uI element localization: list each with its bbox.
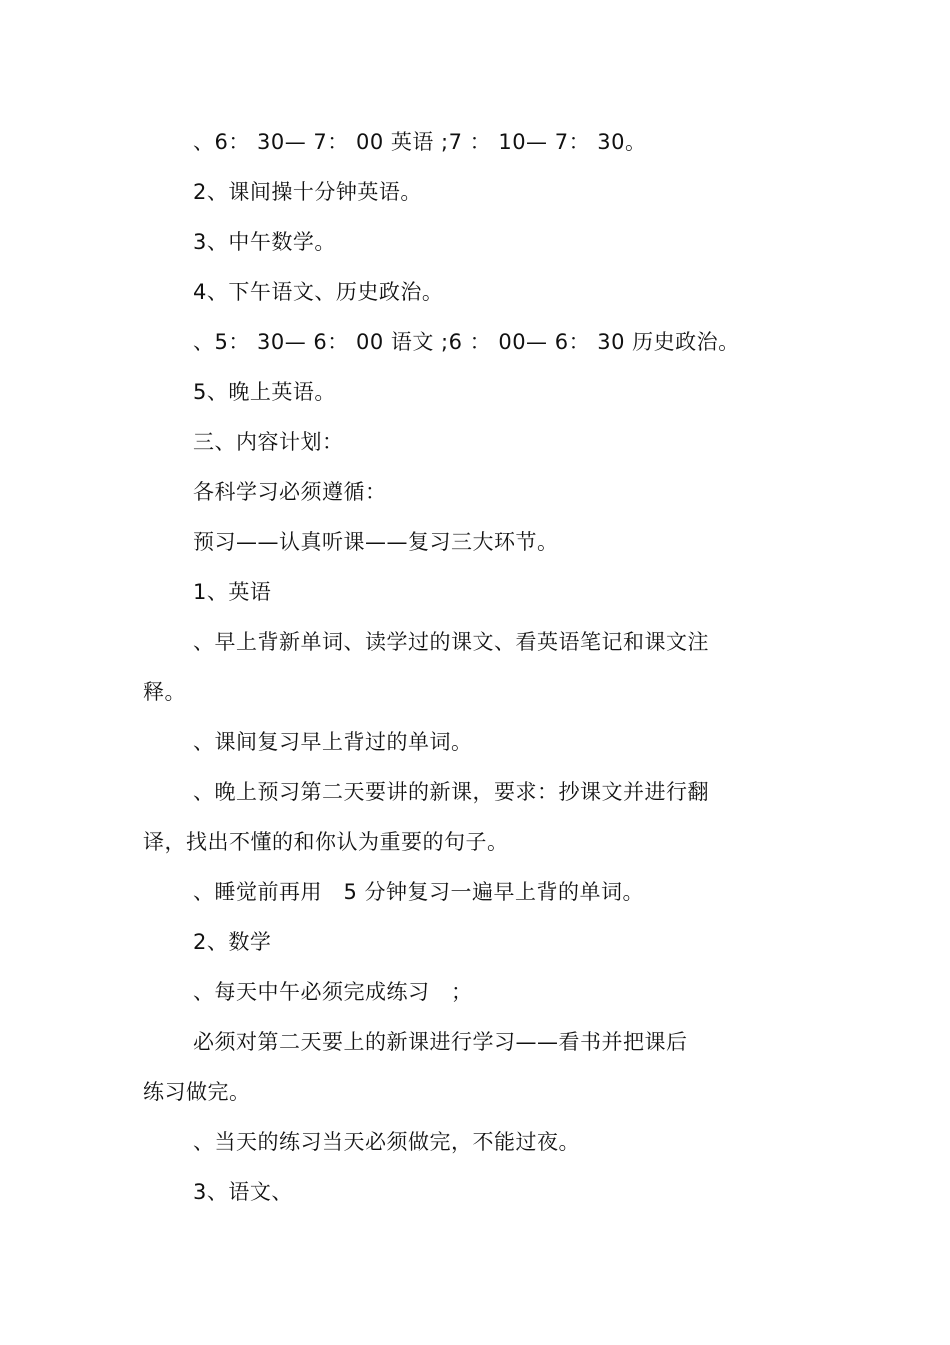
subject-heading-math: 2、数学 [193,930,272,954]
subject-heading-english: 1、英语 [193,580,272,604]
section-heading: 三、内容计划： [193,430,344,454]
text-line: 释。 [143,680,186,704]
text-line: 5、晚上英语。 [193,380,336,404]
text-line: 各科学习必须遵循： [193,480,387,504]
text-line: 、当天的练习当天必须做完，不能过夜。 [193,1130,580,1154]
text-line: 必须对第二天要上的新课进行学习——看书并把课后 [193,1030,688,1054]
text-line: 译，找出不懂的和你认为重要的句子。 [143,830,509,854]
text-line: 练习做完。 [143,1080,251,1104]
text-line: 4、下午语文、历史政治。 [193,280,444,304]
text-line: 、6： 30— 7： 00 英语 ;7 ： 10— 7： 30。 [193,130,647,154]
text-line: 2、课间操十分钟英语。 [193,180,422,204]
text-line: 3、中午数学。 [193,230,336,254]
text-line: 、每天中午必须完成练习 ； [193,980,473,1004]
text-line: 、睡觉前再用 5 分钟复习一遍早上背的单词。 [193,880,645,904]
text-line: 预习——认真听课——复习三大环节。 [193,530,559,554]
text-line: 、晚上预习第二天要讲的新课，要求：抄课文并进行翻 [193,780,709,804]
subject-heading-chinese: 3、语文、 [193,1180,293,1204]
text-line: 、早上背新单词、读学过的课文、看英语笔记和课文注 [193,630,709,654]
text-line: 、5： 30— 6： 00 语文 ;6 ： 00— 6： 30 历史政治。 [193,330,740,354]
text-line: 、课间复习早上背过的单词。 [193,730,473,754]
